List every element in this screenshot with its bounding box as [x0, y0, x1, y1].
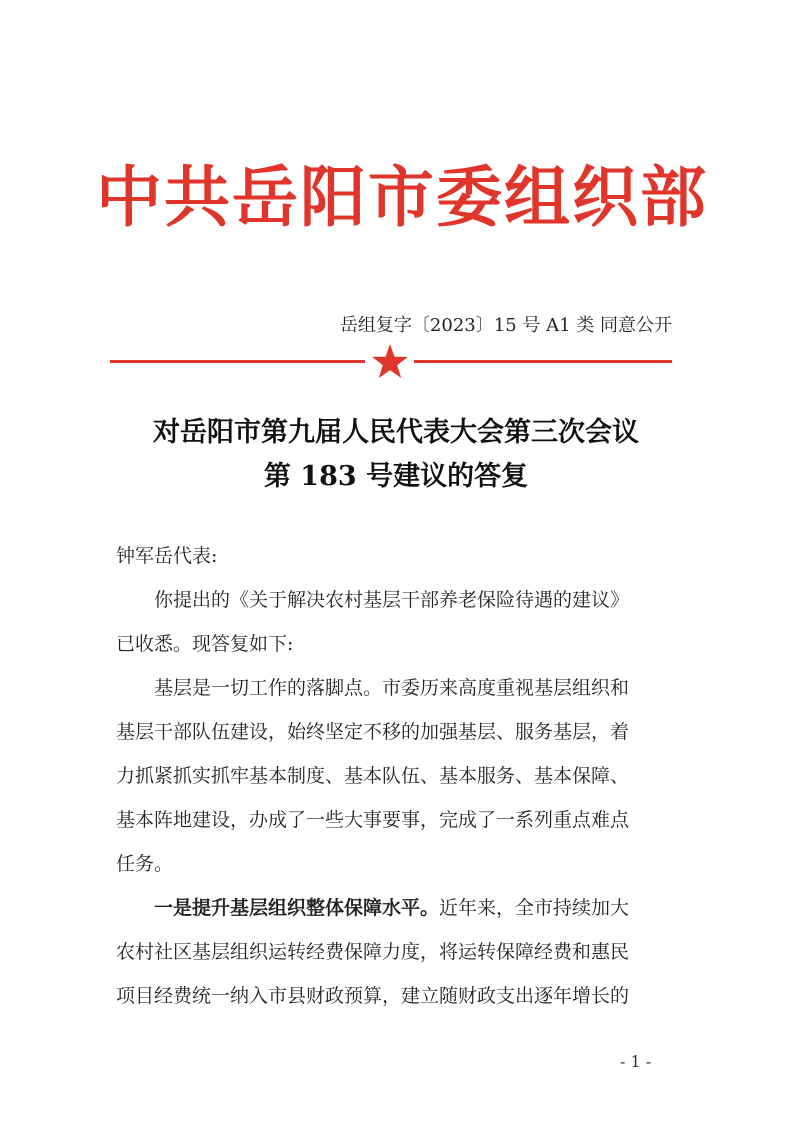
document-number: 岳组复字〔2023〕15 号 A1 类 同意公开	[339, 315, 672, 336]
paragraph-2-line-5: 任务。	[116, 853, 174, 875]
paragraph-1-line-1: 你提出的《关于解决农村基层干部养老保险待遇的建议》	[154, 589, 630, 611]
paragraph-3-line-1-text: 近年来，全市持续加大	[439, 897, 630, 919]
paragraph-2-line-1: 基层是一切工作的落脚点。市委历来高度重视基层组织和	[154, 677, 630, 699]
paragraph-2-line-2: 基层干部队伍建设，始终坚定不移的加强基层、服务基层，着	[116, 721, 630, 743]
paragraph-2-line-4: 基本阵地建设，办成了一些大事要事，完成了一系列重点难点	[116, 809, 630, 831]
reply-title-line-1: 对岳阳市第九届人民代表大会第三次会议	[153, 417, 639, 448]
paragraph-1-line-2: 已收悉。现答复如下:	[116, 633, 294, 655]
page-number: - 1 -	[620, 1052, 652, 1071]
header-rule-left	[110, 360, 365, 363]
paragraph-3-line-3: 项目经费统一纳入市县财政预算，建立随财政支出逐年增长的	[116, 985, 630, 1007]
issuing-org-title: 中共岳阳市委组织部	[96, 159, 708, 236]
salutation: 钟军岳代表:	[116, 545, 218, 567]
paragraph-3-line-1	[154, 886, 714, 930]
star-icon	[371, 343, 409, 379]
reply-title-line-2: 第 183 号建议的答复	[263, 461, 529, 492]
header-rule-right	[414, 360, 672, 363]
paragraph-3-line-2: 农村社区基层组织运转经费保障力度，将运转保障经费和惠民	[116, 941, 630, 963]
paragraph-2-line-3: 力抓紧抓实抓牢基本制度、基本队伍、基本服务、基本保障、	[116, 765, 630, 787]
paragraph-3-heading: 一是提升基层组织整体保障水平。	[154, 897, 440, 919]
